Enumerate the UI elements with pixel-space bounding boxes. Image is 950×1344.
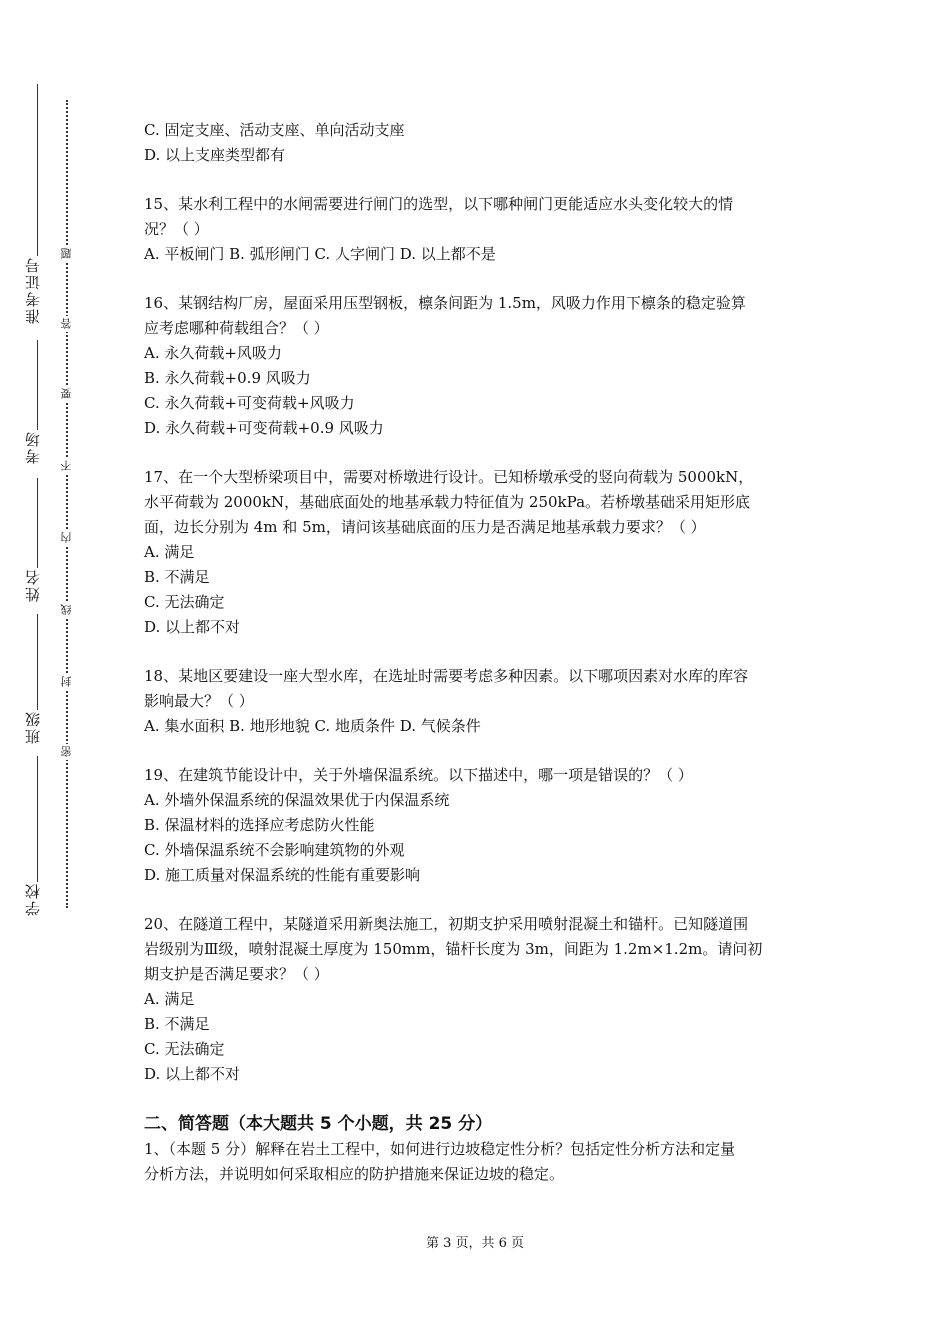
option: A. 永久荷载+风吸力: [144, 344, 282, 362]
question-20: [144, 912, 814, 1087]
question-text: 18、某地区要建设一座大型水库，在选址时需要考虑多种因素。以下哪项因素对水库的库容: [144, 667, 749, 685]
question-text: 水平荷载为 2000kN，基础底面处的地基承载力特征值为 250kPa。若桥墩基础采用矩形底: [144, 493, 751, 511]
option: D. 以上都不对: [144, 1065, 241, 1083]
question-15: [144, 192, 814, 267]
short-answer-question-1: [144, 1137, 814, 1187]
option: C. 固定支座、活动支座、单向活动支座: [144, 121, 405, 139]
question-text: 影响最大？（ ）: [144, 692, 254, 710]
prev-question-options: [144, 118, 814, 168]
option: D. 以上支座类型都有: [144, 146, 286, 164]
option: C. 永久荷载+可变荷载+风吸力: [144, 394, 355, 412]
field-class: 班级: [24, 710, 42, 744]
seal-dotted-line: [66, 100, 68, 908]
option: D. 以上都不对: [144, 618, 241, 636]
question-text: 15、某水利工程中的水闸需要进行闸门的选型，以下哪种闸门更能适应水头变化较大的情: [144, 195, 734, 213]
seal-char: 密: [59, 744, 75, 760]
option: A. 外墙外保温系统的保温效果优于内保温系统: [144, 791, 450, 809]
question-16: [144, 291, 814, 441]
section-title: 二、简答题（本大题共 5 个小题，共 25 分）: [144, 1114, 493, 1134]
question-text: 分析方法，并说明如何采取相应的防护措施来保证边坡的稳定。: [144, 1165, 565, 1183]
question-text: 面，边长分别为 4m 和 5m，请问该基础底面的压力是否满足地基承载力要求？（ ）: [144, 518, 706, 536]
underline-school-left: [37, 84, 38, 256]
option: A. 集水面积 B. 地形地貌 C. 地质条件 D. 气候条件: [144, 717, 481, 735]
seal-char: 线: [59, 602, 75, 618]
field-exam-room: 考场: [24, 430, 42, 464]
question-text: 17、在一个大型桥梁项目中，需要对桥墩进行设计。已知桥墩承受的竖向荷载为 5000kN，: [144, 468, 754, 486]
question-text: 20、在隧道工程中，某隧道采用新奥法施工，初期支护采用喷射混凝土和锚杆。已知隧道围: [144, 915, 749, 933]
option: D. 永久荷载+可变荷载+0.9 风吸力: [144, 419, 384, 437]
option: B. 保温材料的选择应考虑防火性能: [144, 816, 375, 834]
seal-char: 要: [59, 386, 75, 402]
seal-char: 题: [59, 246, 75, 262]
question-text: 19、在建筑节能设计中，关于外墙保温系统。以下描述中，哪一项是错误的？（ ）: [144, 766, 693, 784]
question-text: 1、（本题 5 分）解释在岩土工程中，如何进行边坡稳定性分析？包括定性分析方法和定量: [144, 1140, 736, 1158]
option: B. 不满足: [144, 568, 210, 586]
question-text: 况？（ ）: [144, 220, 209, 238]
field-school: 学校: [24, 882, 42, 916]
option: A. 平板闸门 B. 弧形闸门 C. 人字闸门 D. 以上都不是: [144, 245, 496, 263]
underline-name: [37, 614, 38, 710]
option: C. 无法确定: [144, 1040, 225, 1058]
field-name: 姓名: [24, 568, 42, 602]
option: B. 不满足: [144, 1015, 210, 1033]
option: D. 施工质量对保温系统的性能有重要影响: [144, 866, 421, 884]
question-text: 期支护是否满足要求？（ ）: [144, 965, 329, 983]
option: A. 满足: [144, 543, 195, 561]
seal-char: 答: [59, 316, 75, 332]
question-18: [144, 664, 814, 739]
seal-char: 封: [59, 674, 75, 690]
field-exam-id: 准考证号: [24, 256, 42, 324]
option: A. 满足: [144, 990, 195, 1008]
underline-exam-id: [37, 340, 38, 430]
seal-char: 内: [59, 530, 75, 546]
underline-class: [37, 756, 38, 882]
page-number: 第 3 页，共 6 页: [425, 1236, 525, 1251]
seal-char: 不: [59, 458, 75, 474]
question-19: [144, 763, 814, 888]
option: B. 永久荷载+0.9 风吸力: [144, 369, 311, 387]
exam-content: [144, 118, 814, 1187]
question-text: 16、某钢结构厂房，屋面采用压型钢板，檩条间距为 1.5m，风吸力作用下檩条的稳定验算: [144, 294, 746, 312]
underline-exam-room: [37, 478, 38, 568]
option: C. 无法确定: [144, 593, 225, 611]
question-text: 应考虑哪种荷载组合？（ ）: [144, 319, 329, 337]
question-text: 岩级别为Ⅲ级，喷射混凝土厚度为 150mm，锚杆长度为 3m，间距为 1.2m×1.2m。请问初: [144, 940, 763, 958]
question-17: [144, 465, 814, 640]
option: C. 外墙保温系统不会影响建筑物的外观: [144, 841, 405, 859]
